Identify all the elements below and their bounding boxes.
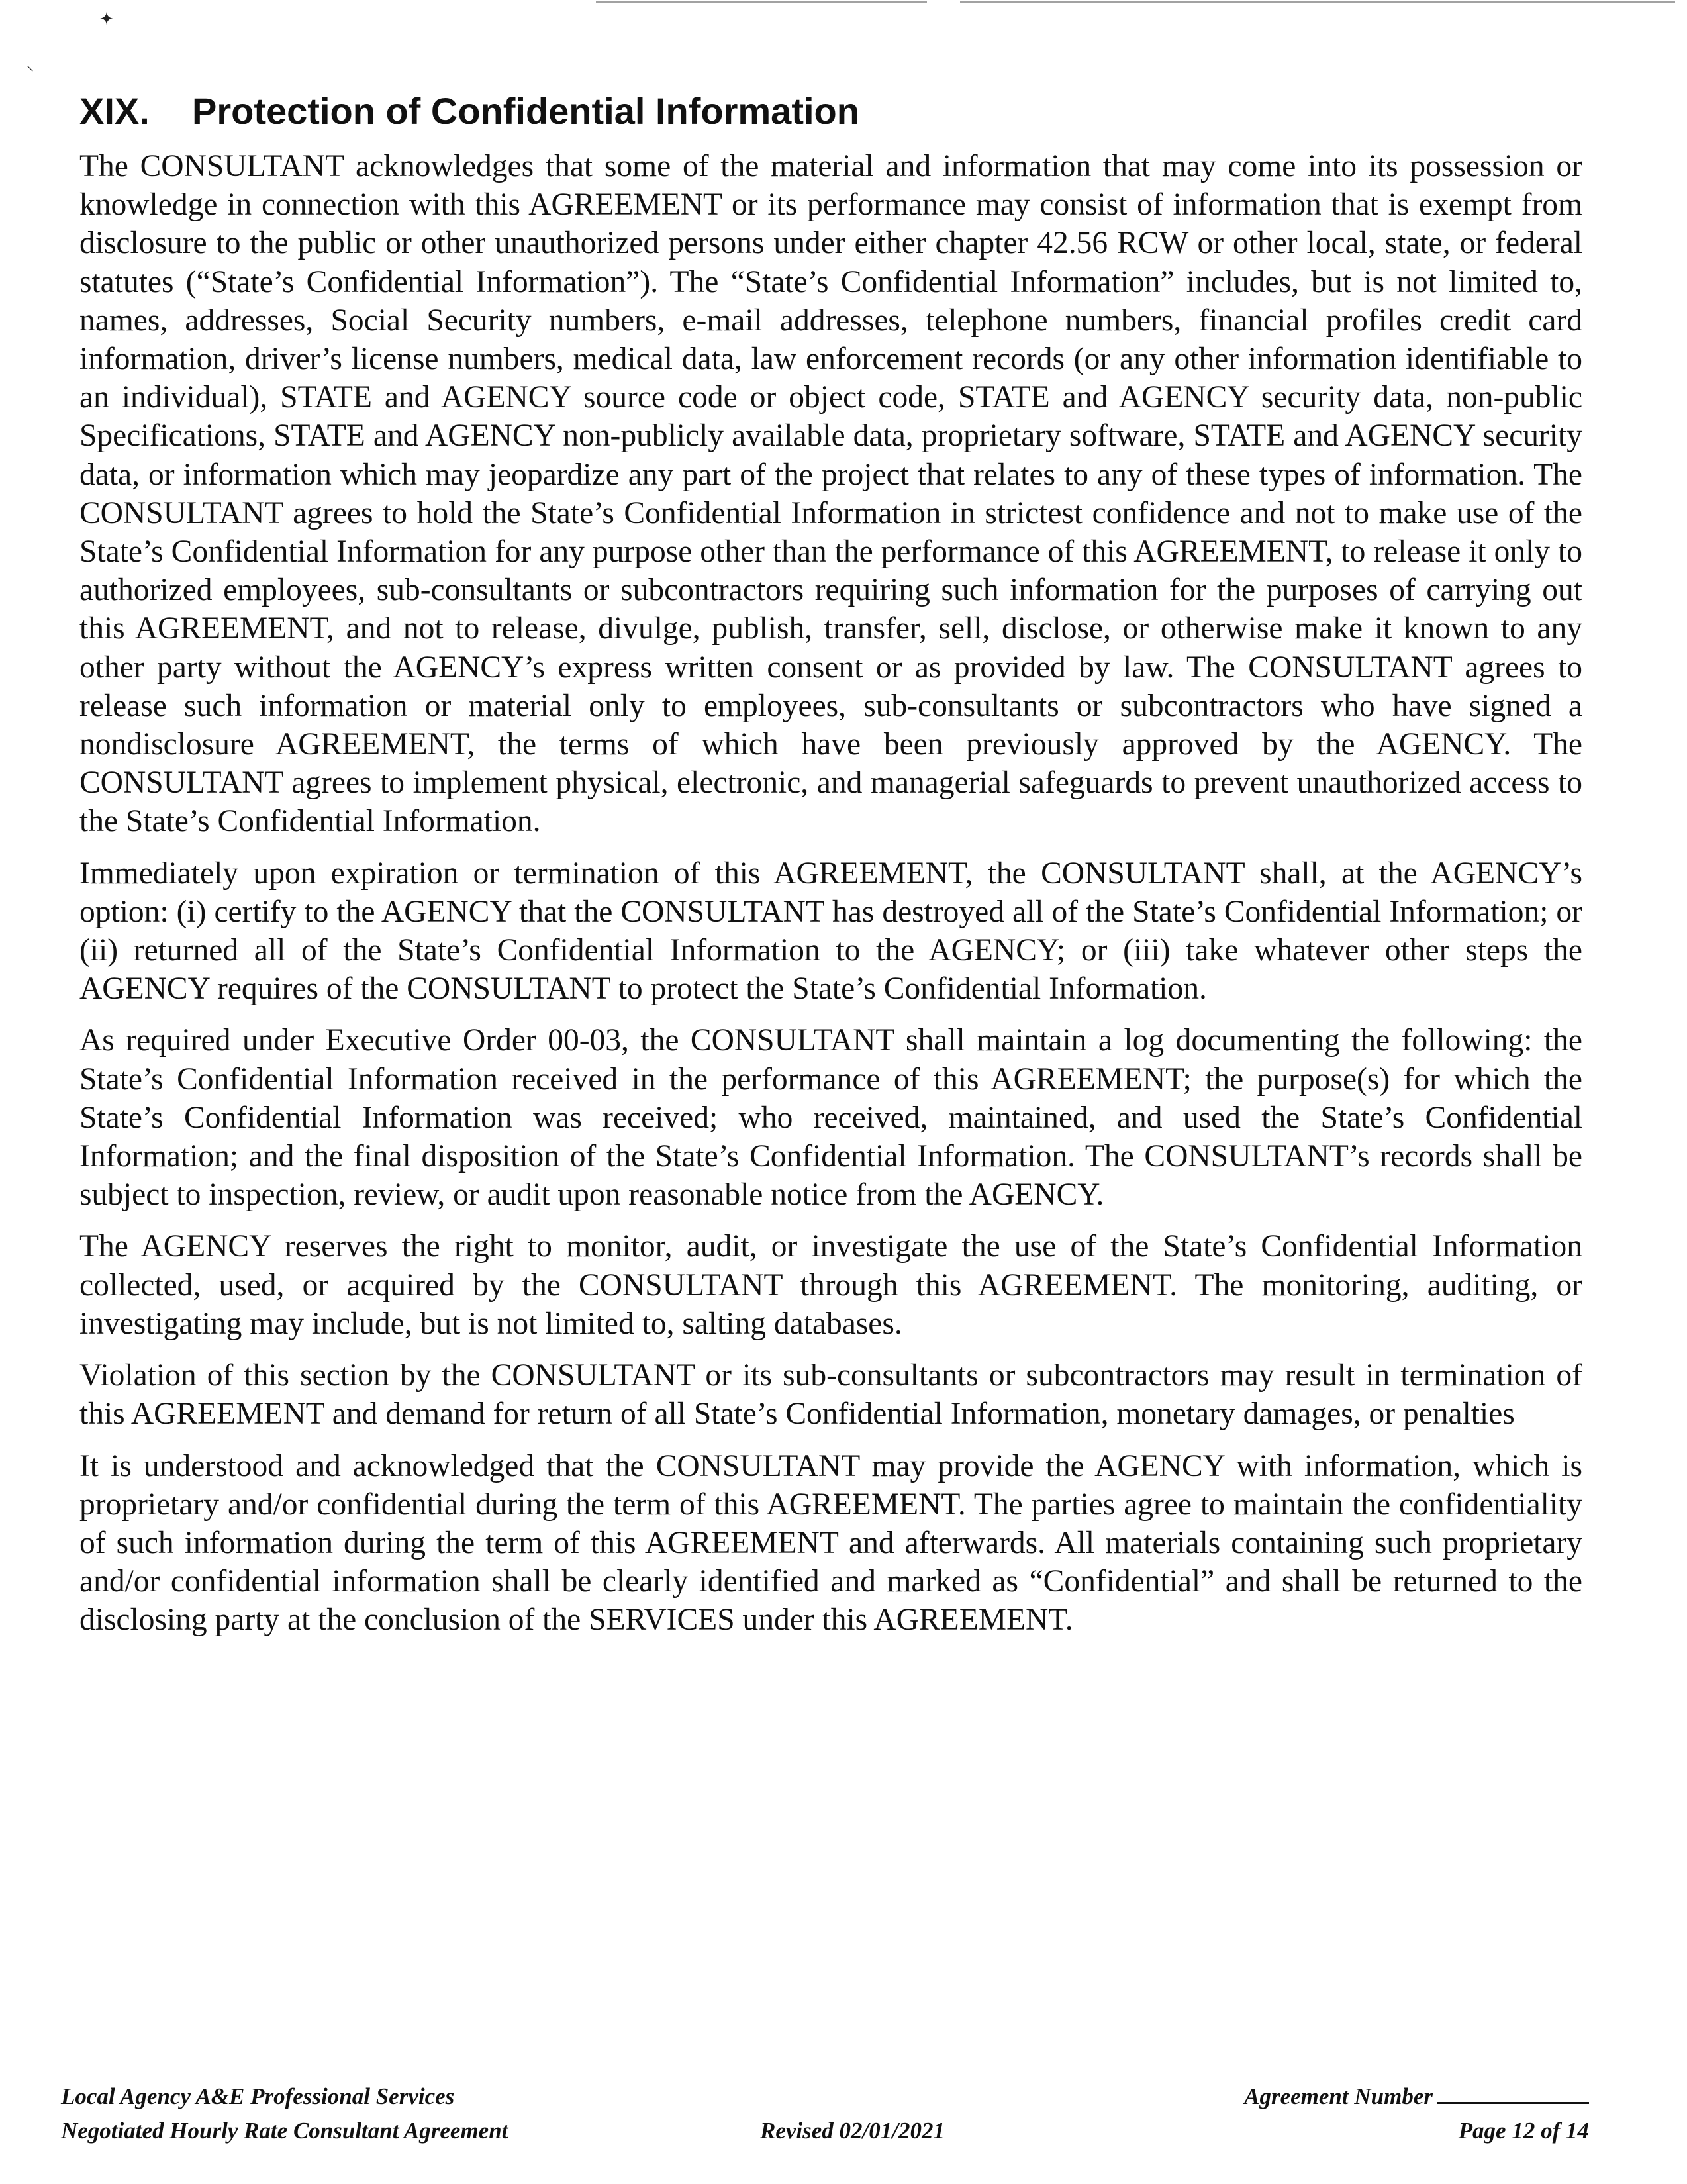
scan-speck: ✦	[99, 9, 114, 29]
footer-revision: Revised 02/01/2021	[760, 2118, 945, 2144]
page-number: Page 12 of 14	[1458, 2118, 1589, 2144]
page-footer	[0, 2079, 1687, 2159]
agreement-number-label: Agreement Number	[1244, 2083, 1433, 2109]
section-title: Protection of Confidential Information	[192, 90, 859, 132]
agreement-number-row	[993, 2079, 1589, 2114]
section-number: XIX.	[79, 90, 150, 132]
paragraph-executive-order-log: As required under Executive Order 00-03, the CONSULTANT shall maintain a log documenting the following: the State’s Confidential Information received in the performance of this AGREEMENT; the purpose(s) for which the State’s Confidential Information was received; who received, maintained, and used the State’s Confidential Information; and the final disposition of the State’s Confidential Information. The CONSULTANT’s records shall be subject to inspection, review, or audit upon reasonable notice from the AGENCY.	[79, 1023, 1582, 1213]
paragraph-consultant-proprietary-info: It is understood and acknowledged that the CONSULTANT may provide the AGENCY with information, which is proprietary and/or confidential during the term of this AGREEMENT. The parties agree to maintain the confidentiality of such information during the term of this AGREEMENT and afterwards. All materials containing such proprietary and/or confidential information shall be clearly identified and marked as “Confidential” and shall be returned to the disclosing party at the conclusion of the SERVICES under this AGREEMENT.	[79, 1448, 1582, 1638]
agreement-number-blank	[1437, 2082, 1589, 2104]
footer-title-line1: Local Agency A&E Professional Services	[61, 2083, 455, 2109]
scan-speck: ⸌	[26, 64, 34, 80]
scan-line	[960, 1, 1675, 3]
section-body	[79, 147, 1582, 1653]
footer-left	[61, 2079, 723, 2148]
paragraph-violation: Violation of this section by the CONSULTANT or its sub-consultants or subcontractors may result in termination of this AGREEMENT and demand for return of all State’s Confidential Information, monetary damages, or penalties	[79, 1358, 1582, 1432]
section-heading	[79, 85, 1602, 138]
footer-title-line2: Negotiated Hourly Rate Consultant Agreement	[61, 2118, 508, 2144]
paragraph-agency-monitoring: The AGENCY reserves the right to monitor, audit, or investigate the use of the State’s Confidential Information collected, used, or acquired by the CONSULTANT through this AGREEMENT. The monitoring, auditing, or investigating may include, but is not limited to, salting databases.	[79, 1229, 1582, 1341]
footer-right	[993, 2079, 1589, 2148]
paragraph-expiration-termination: Immediately upon expiration or termination of this AGREEMENT, the CONSULTANT shall, at the AGENCY’s option: (i) certify to the AGENCY that the CONSULTANT has destroyed all of the State’s Confidential Information; or (ii) returned all of the State’s Confidential Information to the AGENCY; or (iii) take whatever other steps the AGENCY requires of the CONSULTANT to protect the State’s Confidential Information.	[79, 856, 1582, 1007]
paragraph-confidential-info-definition: The CONSULTANT acknowledges that some of the material and information that may come into its possession or knowledge in connection with this AGREEMENT or its performance may consist of information that is exempt from disclosure to the public or other unauthorized persons under either chapter 42.56 RCW or other local, state, or federal statutes (“State’s Confidential Information”). The “State’s Confidential Information” includes, but is not limited to, names, addresses, Social Security numbers, e-mail addresses, telephone numbers, financial profiles credit card information, driver’s license numbers, medical data, law enforcement records (or any other information identifiable to an individual), STATE and AGENCY source code or object code, STATE and AGENCY security data, non-public Specifications, STATE and AGENCY non-publicly available data, proprietary software, STATE and AGENCY security data, or information which may jeopardize any part of the project that relates to any of these types of information. The CONSULTANT agrees to hold the State’s Confidential Information in strictest confidence and not to make use of the State’s Confidential Information for any purpose other than the performance of this AGREEMENT, to release it only to authorized employees, sub-consultants or subcontractors requiring such information for the purposes of carrying out this AGREEMENT, and not to release, divulge, publish, transfer, sell, disclose, or otherwise make it known to any other party without the AGENCY’s express written consent or as provided by law. The CONSULTANT agrees to release such information or material only to employees, sub-consultants or subcontractors who have signed a nondisclosure AGREEMENT, the terms of which have been previously approved by the AGENCY. The CONSULTANT agrees to implement physical, electronic, and managerial safeguards to prevent unauthorized access to the State’s Confidential Information.	[79, 149, 1582, 839]
scan-line	[596, 1, 927, 3]
